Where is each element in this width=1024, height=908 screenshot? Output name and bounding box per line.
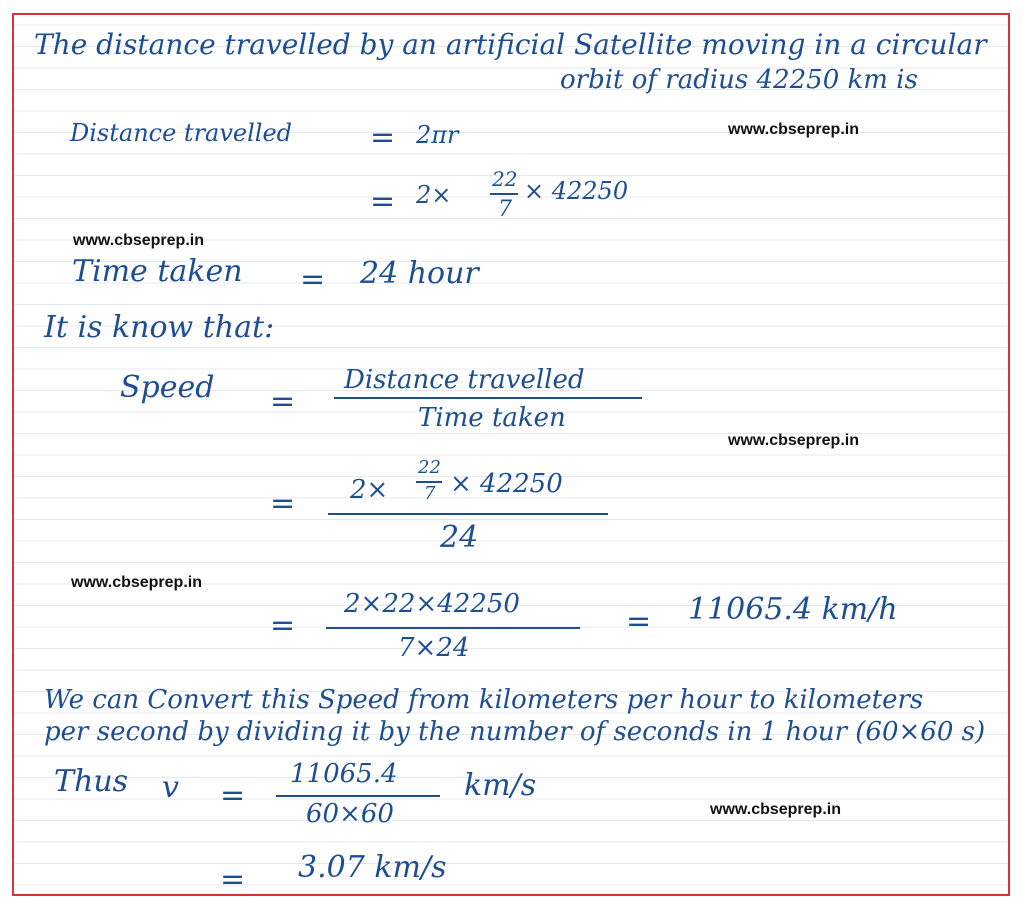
speed-equals-2: = [270,486,296,521]
velocity-equals-1: = [220,778,246,813]
distance-label: Distance travelled [70,119,293,147]
conversion-line-2: per second by dividing it by the number of seconds in 1 hour (60×60 s) [44,717,986,747]
time-equals: = [300,262,326,297]
conversion-line-1: We can Convert this Speed from kilometers per hour to kilometers [44,685,924,715]
speed-fraction-2-numerator-prefix: 2× [350,475,389,505]
distance-fraction-bar [490,193,518,195]
speed-fraction-3-bar [326,627,580,629]
distance-fraction-numerator: 22 [492,167,518,191]
watermark-2: www.cbseprep.in [73,232,204,249]
speed-equals-3: = [270,608,296,643]
watermark-4: www.cbseprep.in [71,574,202,591]
speed-fraction-3-numerator: 2×22×42250 [344,589,520,619]
velocity-result: 3.07 km/s [298,850,447,885]
watermark-5: www.cbseprep.in [710,801,841,818]
time-value: 24 hour [360,256,479,291]
speed-fraction-1-numerator: Distance travelled [344,365,585,395]
speed-fraction-1-denominator: Time taken [418,403,566,433]
velocity-fraction-bar [276,795,440,797]
distance-equals-2: = [370,184,396,219]
speed-equals-1: = [270,384,296,419]
speed-equals-4: = [626,604,652,639]
watermark-1: www.cbseprep.in [728,121,859,138]
speed-fraction-2-small-denominator: 7 [424,483,436,504]
speed-fraction-2-bar [328,513,608,515]
time-label: Time taken [72,254,243,289]
velocity-equals-2: = [220,862,246,896]
speed-fraction-2-numerator-suffix: × 42250 [450,469,563,499]
watermark-3: www.cbseprep.in [728,432,859,449]
velocity-unit: km/s [464,768,537,803]
speed-fraction-3-denominator: 7×24 [398,633,470,663]
distance-expression-1: 2πr [416,121,459,149]
distance-expression-2-prefix: 2× [416,181,452,209]
velocity-denominator: 60×60 [306,799,394,829]
speed-result: 11065.4 km/h [688,592,898,627]
distance-equals-1: = [370,120,396,155]
velocity-numerator: 11065.4 [290,759,398,789]
velocity-symbol: v [162,770,179,805]
intro-line-2: orbit of radius 42250 km is [560,65,918,95]
speed-fraction-2-denominator: 24 [440,520,479,555]
notebook-page [12,13,1010,896]
known-statement: It is know that: [44,310,275,345]
speed-fraction-2-small-numerator: 22 [418,457,441,478]
intro-line-1: The distance travelled by an artificial Satellite moving in a circular [34,28,987,61]
distance-expression-2-suffix: × 42250 [524,177,629,205]
distance-fraction-denominator: 7 [498,197,512,222]
speed-label: Speed [120,370,215,405]
speed-fraction-1-bar [334,397,642,399]
ruled-lines [14,15,1010,896]
thus-label: Thus [54,764,129,799]
